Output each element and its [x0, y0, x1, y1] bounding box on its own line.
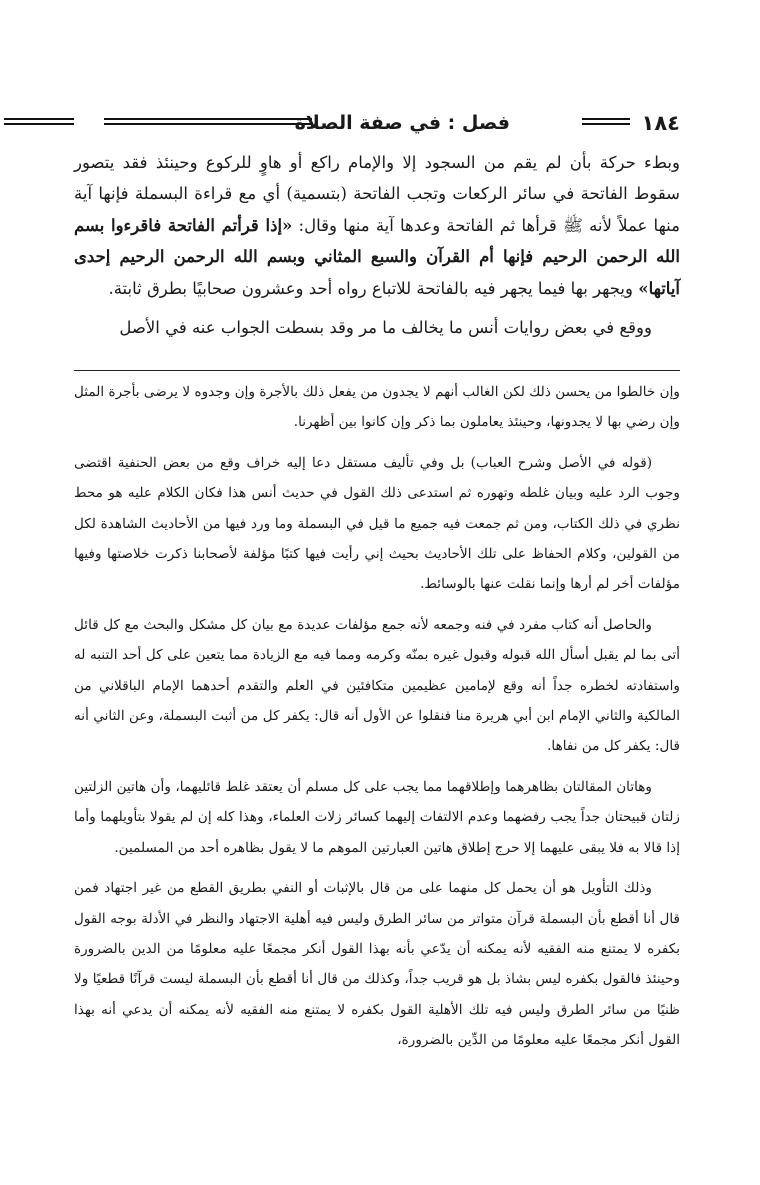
main-text	[74, 147, 680, 343]
footnote-divider	[74, 370, 680, 371]
chapter-title: فصل : في صفة الصلاة	[294, 112, 510, 134]
note-paragraph-2: (قوله في الأصل وشرح العباب) بل وفي تأليف مستقل دعا إليه خراف وقع من بعض الحنفية اقتضى وجوب الرد عليه وبيان غلطه وتهوره ثم استدعى ذلك القول في حديث أنس هذا فكان الكلام عليه هو محط نظري في ذلك الكتاب، ومن ثم جمعت فيه جميع ما قيل في البسملة وما ورد فيها من الأحاديث الشاهدة لكل من القولين، وكلام الحفاظ على تلك الأحاديث بحيث إني رأيت فيها كتبًا مؤلفة لأصحابنا ذكرت خلاصتها وفيها مؤلفات أخر لم أرها وإنما نقلت عنها بالوسائط.	[74, 454, 680, 593]
header-rule-left	[4, 118, 74, 125]
main-paragraph-1	[74, 147, 680, 304]
note-paragraph-1: وإن خالطوا من يحسن ذلك لكن الغالب أنهم لا يجدون من يفعل ذلك بالأجرة وإن وجدوه لا يرضى بأجرة المثل وإن رضي بها لا يجدونها، وحينئذ يعاملون بما ذكر وإن كانوا بين أظهرنا.	[74, 384, 680, 431]
commentary-notes	[74, 377, 680, 1066]
header-rule-right	[582, 118, 630, 125]
main-line-2: سقوط الفاتحة في سائر الركعات وتجب الفاتحة (بتسمية) أي مع قراءة البسملة فإنها آية	[74, 184, 680, 204]
page-number: ١٨٤	[641, 111, 680, 135]
hadith-quote-end: الرحمن الرحيم فإنها أم القرآن والسبع المثاني وبسم الله الرحمن الرحيم إحدى آياتها»	[74, 247, 680, 298]
header-rule-middle	[104, 118, 312, 125]
hadith-quote-start: «إذا قرأتم الفاتحة فاقرءوا بسم الله	[74, 215, 680, 267]
note-paragraph-4: وهاتان المقالتان بظاهرهما وإطلاقهما مما يجب على كل مسلم أن يعتقد غلط قائليهما، وأن هاتين الزلتين زلتان قبيحتان جداً يجب رفضهما وعدم الالتفات إليهما كسائر زلات العلماء، وهذا كله إن لم يقولا بتأويلهما وأما إذا قالا به فلا يبقى عليهما إلا حرج إطلاق هاتين العبارتين الموهم ما لا يقول بظاهره أحد من المسلمين.	[74, 778, 680, 856]
note-paragraph-3: والحاصل أنه كتاب مفرد في فنه وجمعه لأنه جمع مؤلفات عديدة مع بيان كل مشكل والبحث مع كل قائل أتى بما لم يقبل أسأل الله قبوله وقبول غيره بمنّه وكرمه ومما فيه مع الزيادة مما يتعين على كل أحد التنبه له واستفادته لخطره جداً أنه وقع لإمامين عظيمين متكافئين في العلم والتقدم أحدهما الإمام الباقلاني من المالكية والثاني الإمام ابن أبي هريرة منا فنقلوا عن الأول أنه قال: يكفر كل من أثبت البسملة، وعن الثاني أنه قال: يكفر كل من نفاها.	[74, 616, 680, 755]
main-line-1: وبطء حركة بأن لم يقم من السجود إلا والإمام راكع أو هاوٍ للركوع وحينئذ فقد يتصور	[74, 153, 680, 172]
note-paragraph-5: وذلك التأويل هو أن يحمل كل منهما على من قال بالإثبات أو النفي بطريق القطع من غير اجتهاد فمن قال أنا أقطع بأن البسملة قرآن متواتر من سائر الطرق وليس فيه أهلية الاجتهاد والنظر في الأدلة بوجه القول بكفره لا يمتنع منه الفقيه لأنه يمكنه أن يدّعي بأنه بهذا القول أنكر مجمعًا عليه معلومًا من الدين بالضرورة وحينئذ فالقول بكفره ليس بشاذ بل هو قريب جداً، وكذلك من قال أنا أقطع بأن البسملة ليست قرآنًا قطعيًا ولا ظنيًا من سائر الطرق وليس فيه تلك الأهلية القول بكفره لا يمتنع منه الفقيه لأنه يمكنه أن يدعي أنه بهذا القول أنكر مجمعًا عليه معلومًا من الدِّين بالضرورة،	[74, 880, 680, 1049]
main-paragraph-2: ووقع في بعض روايات أنس ما يخالف ما مر وقد بسطت الجواب عنه في الأصل	[119, 318, 652, 338]
main-paragraph-1-end: ويجهر بها فيما يجهر فيه بالفاتحة للاتباع رواه أحد وعشرون صحابيًا بطرق ثابتة.	[108, 278, 633, 298]
running-header	[74, 108, 680, 138]
main-line-3: منها عملاً لأنه ﷺ قرأها ثم الفاتحة وعدها آية منها وقال:	[298, 215, 681, 235]
